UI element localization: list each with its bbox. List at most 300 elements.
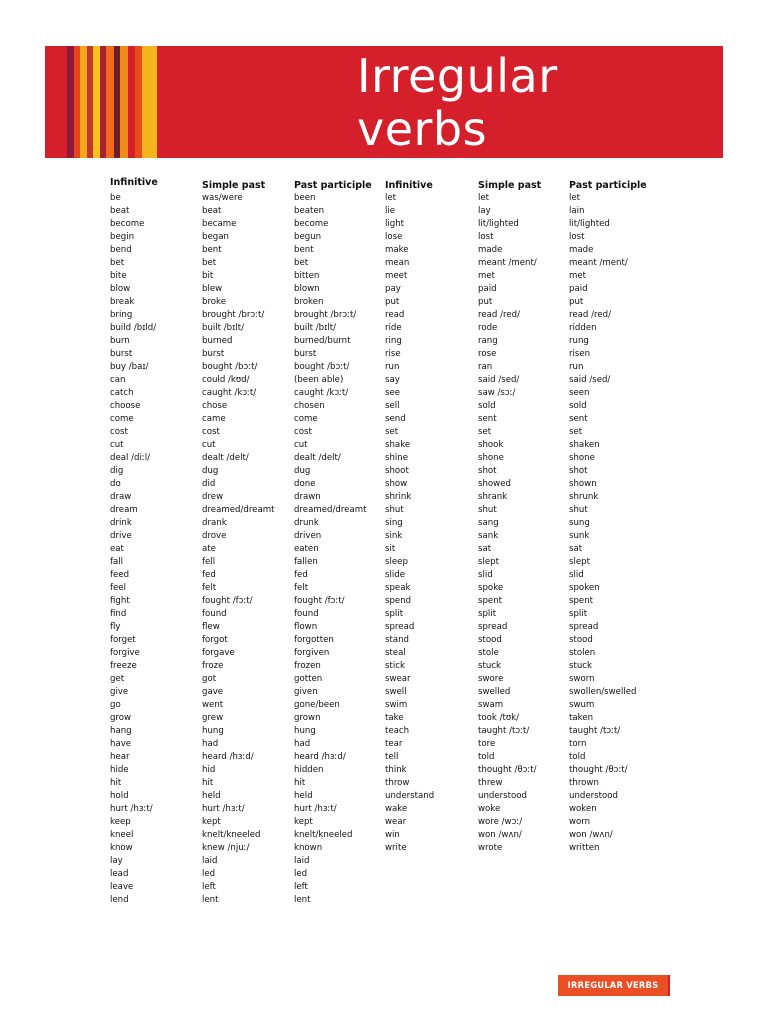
verb-cell: stolen xyxy=(569,648,596,658)
verb-cell: sunk xyxy=(569,531,590,541)
verb-cell: lost xyxy=(569,232,585,242)
verb-cell: spread xyxy=(569,622,599,632)
verb-cell: drink xyxy=(110,518,132,528)
stripe xyxy=(67,46,74,158)
verb-cell: go xyxy=(110,700,121,710)
verb-cell: bent xyxy=(202,245,222,255)
verb-column xyxy=(385,176,434,855)
verb-cell: eat xyxy=(110,544,124,554)
verb-cell: hear xyxy=(110,752,130,762)
verb-cell: swollen/swelled xyxy=(569,687,637,697)
verb-cell: lose xyxy=(385,232,403,242)
verb-cell: freeze xyxy=(110,661,137,671)
verb-cell: bit xyxy=(202,271,214,281)
verb-cell: sent xyxy=(569,414,588,424)
verb-cell: understood xyxy=(569,791,618,801)
column-header: Past participle xyxy=(294,180,372,191)
verb-cell: shaken xyxy=(569,440,600,450)
verb-cell: ate xyxy=(202,544,216,554)
verb-cell: teach xyxy=(385,726,410,736)
verb-cell: hurt /hɜːt/ xyxy=(110,804,153,814)
verb-cell: woke xyxy=(478,804,501,814)
verb-cell: fed xyxy=(294,570,308,580)
verb-cell: kept xyxy=(202,817,221,827)
verb-cell: put xyxy=(569,297,584,307)
verb-cell: was/were xyxy=(202,193,243,203)
verb-cell: hit xyxy=(110,778,122,788)
verb-cell: forgot xyxy=(202,635,228,645)
verb-cell: hang xyxy=(110,726,132,736)
verb-cell: slid xyxy=(478,570,493,580)
verb-cell: catch xyxy=(110,388,134,398)
verb-cell: let xyxy=(385,193,397,203)
verb-cell: slept xyxy=(569,557,590,567)
verb-cell: thought /θɔːt/ xyxy=(569,765,628,775)
verb-cell: cut xyxy=(202,440,216,450)
verb-cell: gotten xyxy=(294,674,323,684)
verb-cell: say xyxy=(385,375,400,385)
verb-cell: cost xyxy=(202,427,220,437)
verb-cell: hide xyxy=(110,765,129,775)
verb-cell: taught /tɔːt/ xyxy=(569,726,621,736)
verb-cell: given xyxy=(294,687,318,697)
verb-cell: shrank xyxy=(478,492,508,502)
verb-cell: sold xyxy=(478,401,496,411)
verb-cell: lend xyxy=(110,895,129,905)
verb-cell: chose xyxy=(202,401,228,411)
verb-cell: sworn xyxy=(569,674,595,684)
verb-cell: blow xyxy=(110,284,131,294)
verb-cell: swore xyxy=(478,674,504,684)
verb-cell: laid xyxy=(294,856,310,866)
verb-cell: sleep xyxy=(385,557,408,567)
verb-cell: lost xyxy=(478,232,494,242)
column-header: Past participle xyxy=(569,180,647,191)
verb-cell: stuck xyxy=(569,661,592,671)
verb-cell: fought /fɔːt/ xyxy=(294,596,345,606)
verb-cell: rise xyxy=(385,349,401,359)
verb-cell: become xyxy=(110,219,145,229)
column-header: Simple past xyxy=(202,180,266,191)
stripe xyxy=(80,46,87,158)
verb-cell: burned/burnt xyxy=(294,336,351,346)
verb-cell: fallen xyxy=(294,557,318,567)
stripe xyxy=(120,46,128,158)
verb-cell: taught /tɔːt/ xyxy=(478,726,530,736)
verb-cell: lent xyxy=(202,895,219,905)
verb-cell: put xyxy=(385,297,400,307)
verb-cell: had xyxy=(202,739,219,749)
verb-cell: shut xyxy=(569,505,588,515)
verb-cell: threw xyxy=(478,778,503,788)
verb-cell: eaten xyxy=(294,544,319,554)
verb-cell: drive xyxy=(110,531,132,541)
verb-cell: split xyxy=(569,609,588,619)
verb-cell: show xyxy=(385,479,408,489)
verb-cell: rode xyxy=(478,323,498,333)
verb-cell: stand xyxy=(385,635,410,645)
verb-cell: set xyxy=(569,427,583,437)
verb-cell: chosen xyxy=(294,401,325,411)
verb-cell: read xyxy=(385,310,405,320)
verb-cell: fight xyxy=(110,596,130,606)
verb-cell: came xyxy=(202,414,226,424)
verb-cell: break xyxy=(110,297,135,307)
verb-cell: put xyxy=(478,297,493,307)
verb-cell: feel xyxy=(110,583,126,593)
page-title-line-2: verbs xyxy=(357,102,488,156)
verb-cell: blew xyxy=(202,284,223,294)
verb-cell: ran xyxy=(478,362,493,372)
verb-cell: hurt /hɜːt/ xyxy=(202,804,245,814)
verb-cell: paid xyxy=(478,284,497,294)
verb-cell: sit xyxy=(385,544,396,554)
verb-cell: forgive xyxy=(110,648,140,658)
verb-cell: stuck xyxy=(478,661,501,671)
verb-cell: brought /brɔːt/ xyxy=(202,310,265,320)
verb-cell: burst xyxy=(294,349,317,359)
verb-cell: made xyxy=(569,245,594,255)
verb-cell: showed xyxy=(478,479,511,489)
verb-cell: get xyxy=(110,674,125,684)
verb-cell: dig xyxy=(110,466,124,476)
verb-cell: became xyxy=(202,219,237,229)
verb-cell: fall xyxy=(110,557,124,567)
verb-cell: kept xyxy=(294,817,313,827)
verb-cell: did xyxy=(202,479,216,489)
verb-cell: dream xyxy=(110,505,138,515)
verb-cell: felt xyxy=(202,583,217,593)
verb-cell: left xyxy=(202,882,216,892)
verb-cell: frozen xyxy=(294,661,321,671)
verb-cell: choose xyxy=(110,401,141,411)
verb-cell: burst xyxy=(110,349,133,359)
stripe xyxy=(128,46,135,158)
verb-cell: saw /sɔː/ xyxy=(478,388,516,398)
verb-cell: lay xyxy=(478,206,491,216)
verb-cell: dealt /delt/ xyxy=(294,453,341,463)
verb-cell: swear xyxy=(385,674,411,684)
verb-cell: had xyxy=(294,739,311,749)
verb-cell: bet xyxy=(202,258,217,268)
verb-cell: kneel xyxy=(110,830,134,840)
verb-cell: fed xyxy=(202,570,216,580)
verb-cell: stick xyxy=(385,661,405,671)
verb-cell: swelled xyxy=(478,687,511,697)
verb-cell: know xyxy=(110,843,133,853)
column-header: Simple past xyxy=(478,180,542,191)
verb-cell: held xyxy=(202,791,221,801)
verb-cell: give xyxy=(110,687,129,697)
verb-cell: could /kʊd/ xyxy=(202,375,250,385)
verb-cell: build /bɪld/ xyxy=(110,323,157,333)
verb-cell: read /red/ xyxy=(478,310,520,320)
verb-cell: tore xyxy=(478,739,496,749)
verb-column xyxy=(569,176,647,855)
verb-cell: wear xyxy=(385,817,407,827)
verb-column xyxy=(110,176,158,907)
verb-cell: hid xyxy=(202,765,216,775)
verb-cell: lain xyxy=(569,206,585,216)
verb-cell: shot xyxy=(478,466,497,476)
verb-cell: sell xyxy=(385,401,400,411)
verb-cell: rang xyxy=(478,336,498,346)
verb-cell: made xyxy=(478,245,503,255)
page-title-line-1: Irregular xyxy=(357,49,558,103)
verb-cell: seen xyxy=(569,388,590,398)
verb-cell: sung xyxy=(569,518,590,528)
verb-cell: stole xyxy=(478,648,499,658)
verb-cell: beaten xyxy=(294,206,325,216)
verb-cell: split xyxy=(385,609,404,619)
verb-cell: beat xyxy=(202,206,222,216)
verb-cell: took /tʊk/ xyxy=(478,713,520,723)
verb-cell: lead xyxy=(110,869,129,879)
verb-cell: went xyxy=(202,700,224,710)
verb-cell: slid xyxy=(569,570,584,580)
verb-cell: risen xyxy=(569,349,591,359)
verb-cell: heard /hɜːd/ xyxy=(202,752,254,762)
verb-cell: brought /brɔːt/ xyxy=(294,310,357,320)
verb-cell: (been able) xyxy=(294,375,344,385)
verb-cell: fly xyxy=(110,622,121,632)
verb-cell: sang xyxy=(478,518,499,528)
verb-cell: swam xyxy=(478,700,504,710)
verb-cell: wake xyxy=(385,804,408,814)
verb-cell: burned xyxy=(202,336,233,346)
verb-cell: run xyxy=(569,362,584,372)
verb-column xyxy=(294,176,372,907)
verb-cell: bought /bɔːt/ xyxy=(294,362,350,372)
verb-cell: bought /bɔːt/ xyxy=(202,362,258,372)
verb-cell: sent xyxy=(478,414,497,424)
verb-cell: blown xyxy=(294,284,320,294)
verb-cell: knew /njuː/ xyxy=(202,843,250,853)
footer-section-label: IRREGULAR VERBS xyxy=(567,980,659,990)
verb-cell: ring xyxy=(385,336,402,346)
verb-cell: thought /θɔːt/ xyxy=(478,765,537,775)
verb-cell: lie xyxy=(385,206,396,216)
verb-cell: found xyxy=(294,609,319,619)
verb-cell: spoken xyxy=(569,583,600,593)
verb-cell: bent xyxy=(294,245,314,255)
verb-cell: paid xyxy=(569,284,588,294)
verb-cell: gone/been xyxy=(294,700,340,710)
verb-cell: been xyxy=(294,193,316,203)
verb-cell: can xyxy=(110,375,126,385)
verb-column xyxy=(478,176,541,855)
verb-cell: beat xyxy=(110,206,130,216)
verb-cell: bite xyxy=(110,271,127,281)
stripe xyxy=(93,46,100,158)
verb-cell: found xyxy=(202,609,227,619)
verb-cell: have xyxy=(110,739,132,749)
verb-cell: met xyxy=(478,271,496,281)
verb-cell: led xyxy=(202,869,216,879)
verb-cell: win xyxy=(385,830,400,840)
verb-cell: dealt /delt/ xyxy=(202,453,249,463)
verb-cell: draw xyxy=(110,492,132,502)
verb-cell: dreamed/dreamt xyxy=(202,505,275,515)
verb-cell: understood xyxy=(478,791,527,801)
verb-cell: shut xyxy=(478,505,497,515)
verb-cell: dug xyxy=(202,466,219,476)
verb-cell: begin xyxy=(110,232,135,242)
verb-cell: rung xyxy=(569,336,589,346)
verb-cell: take xyxy=(385,713,404,723)
verb-cell: bring xyxy=(110,310,133,320)
verb-cell: forgiven xyxy=(294,648,330,658)
verb-cell: hidden xyxy=(294,765,324,775)
verb-cell: wrote xyxy=(478,843,503,853)
verb-cell: come xyxy=(294,414,318,424)
verb-cell: got xyxy=(202,674,217,684)
verb-cell: come xyxy=(110,414,134,424)
verb-cell: meant /ment/ xyxy=(569,258,628,268)
verb-cell: steal xyxy=(385,648,406,658)
verb-cell: drank xyxy=(202,518,227,528)
verb-cell: done xyxy=(294,479,316,489)
verb-cell: grow xyxy=(110,713,132,723)
verb-cell: split xyxy=(478,609,497,619)
verb-cell: hung xyxy=(294,726,316,736)
verb-cell: set xyxy=(385,427,399,437)
verb-cell: sink xyxy=(385,531,403,541)
verb-cell: understand xyxy=(385,791,435,801)
verb-cell: sat xyxy=(478,544,492,554)
verb-cell: shook xyxy=(478,440,504,450)
verb-cell: held xyxy=(294,791,313,801)
verb-cell: felt xyxy=(294,583,309,593)
verb-cell: flew xyxy=(202,622,220,632)
verb-cell: spread xyxy=(385,622,415,632)
verb-cell: shone xyxy=(569,453,595,463)
footer-accent-bar xyxy=(668,975,670,996)
verb-cell: told xyxy=(569,752,586,762)
verb-cell: fought /fɔːt/ xyxy=(202,596,253,606)
verb-cell: written xyxy=(569,843,600,853)
verb-cell: tell xyxy=(385,752,399,762)
verb-cell: do xyxy=(110,479,121,489)
verb-cell: grew xyxy=(202,713,224,723)
verb-cell: forgotten xyxy=(294,635,334,645)
verb-cell: hung xyxy=(202,726,224,736)
verb-cell: run xyxy=(385,362,400,372)
verb-cell: shoot xyxy=(385,466,409,476)
verb-cell: won /wʌn/ xyxy=(569,830,613,840)
verb-cell: bitten xyxy=(294,271,320,281)
verb-cell: led xyxy=(294,869,308,879)
verb-cell: slept xyxy=(478,557,499,567)
verb-cell: meet xyxy=(385,271,408,281)
verb-cell: thrown xyxy=(569,778,599,788)
verb-cell: let xyxy=(569,193,581,203)
verb-cell: buy /baɪ/ xyxy=(110,362,149,372)
verb-cell: send xyxy=(385,414,406,424)
verb-cell: flown xyxy=(294,622,318,632)
verb-cell: torn xyxy=(569,739,587,749)
verb-cell: find xyxy=(110,609,127,619)
verb-cell: ride xyxy=(385,323,402,333)
verb-cell: built /bɪlt/ xyxy=(202,323,244,333)
verb-cell: drawn xyxy=(294,492,321,502)
verb-cell: taken xyxy=(569,713,594,723)
verb-cell: shut xyxy=(385,505,404,515)
verb-cell: bet xyxy=(110,258,125,268)
verb-cell: tear xyxy=(385,739,403,749)
verb-cell: won /wʌn/ xyxy=(478,830,522,840)
verb-cell: bet xyxy=(294,258,309,268)
verb-cell: forgave xyxy=(202,648,235,658)
verb-cell: let xyxy=(478,193,490,203)
verb-cell: speak xyxy=(385,583,411,593)
verb-cell: bend xyxy=(110,245,132,255)
verb-cell: fell xyxy=(202,557,216,567)
verb-cell: be xyxy=(110,193,121,203)
verb-cell: shake xyxy=(385,440,411,450)
verb-cell: sank xyxy=(478,531,499,541)
verb-cell: worn xyxy=(569,817,591,827)
verb-cell: shot xyxy=(569,466,588,476)
verb-cell: leave xyxy=(110,882,134,892)
verb-cell: woken xyxy=(569,804,597,814)
verb-cell: drove xyxy=(202,531,227,541)
verb-cell: slide xyxy=(385,570,405,580)
verb-cell: stood xyxy=(478,635,502,645)
verb-cell: drew xyxy=(202,492,224,502)
verb-cell: keep xyxy=(110,817,131,827)
verb-cell: spoke xyxy=(478,583,504,593)
verb-cell: laid xyxy=(202,856,218,866)
verb-cell: driven xyxy=(294,531,322,541)
verb-cell: caught /kɔːt/ xyxy=(294,388,349,398)
verb-cell: caught /kɔːt/ xyxy=(202,388,257,398)
verb-cell: shone xyxy=(478,453,504,463)
verb-cell: sat xyxy=(569,544,583,554)
verb-cell: shine xyxy=(385,453,409,463)
verb-cell: lit/lighted xyxy=(569,219,610,229)
verb-cell: meant /ment/ xyxy=(478,258,537,268)
verb-cell: froze xyxy=(202,661,224,671)
verb-cell: swum xyxy=(569,700,595,710)
verb-cell: lit/lighted xyxy=(478,219,519,229)
stripe xyxy=(142,46,157,158)
verb-cell: broke xyxy=(202,297,227,307)
page-title xyxy=(357,50,558,156)
verb-cell: sold xyxy=(569,401,587,411)
verb-cell: built /bɪlt/ xyxy=(294,323,336,333)
verb-cell: stood xyxy=(569,635,593,645)
verb-cell: cut xyxy=(110,440,124,450)
verb-cell: ridden xyxy=(569,323,597,333)
verb-cell: set xyxy=(478,427,492,437)
verb-cell: lay xyxy=(110,856,123,866)
verb-cell: hold xyxy=(110,791,129,801)
verb-cell: grown xyxy=(294,713,321,723)
verb-cell: began xyxy=(202,232,229,242)
footer-section-tag xyxy=(558,975,668,996)
stripe xyxy=(106,46,114,158)
verb-cell: dreamed/dreamt xyxy=(294,505,367,515)
decorative-stripes xyxy=(45,46,157,158)
verb-cell: burst xyxy=(202,349,225,359)
verb-cell: see xyxy=(385,388,401,398)
verb-cell: deal /diːl/ xyxy=(110,453,151,463)
verb-column xyxy=(202,176,274,907)
verb-cell: feed xyxy=(110,570,130,580)
verb-cell: broken xyxy=(294,297,324,307)
verb-cell: known xyxy=(294,843,323,853)
